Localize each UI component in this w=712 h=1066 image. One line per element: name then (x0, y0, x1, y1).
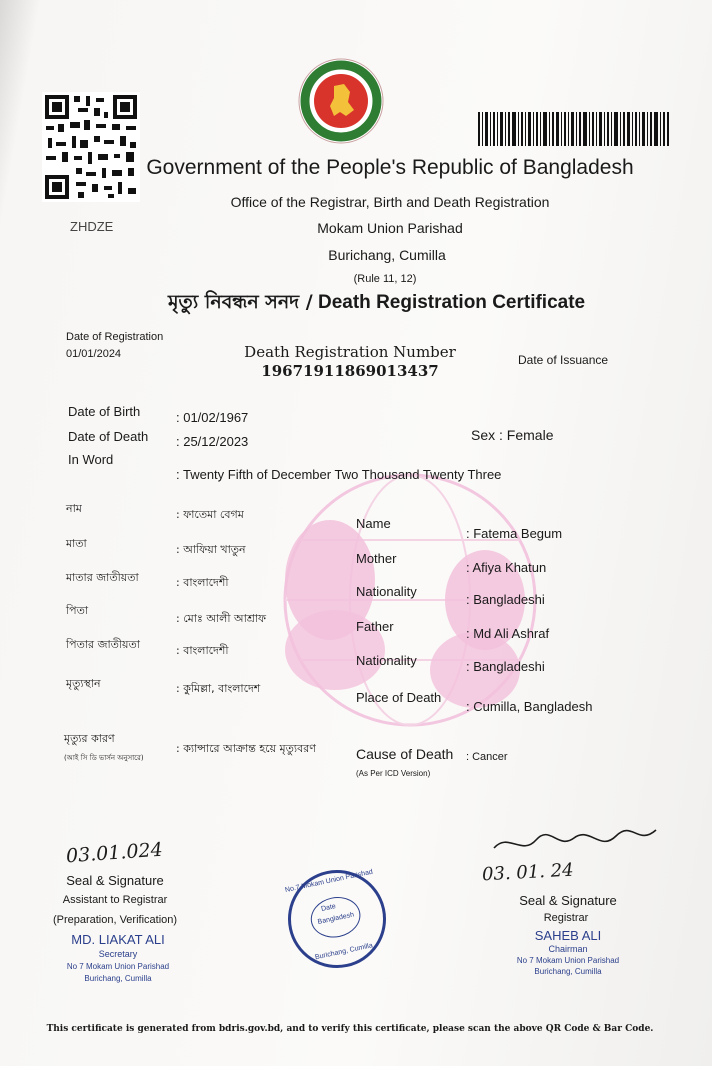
right-stamp-name: SAHEB ALI (534, 928, 602, 943)
right-seal-label: Seal & Signature (519, 893, 617, 908)
death-date-value: : 25/12/2023 (176, 434, 249, 449)
right-stamp-title: Chairman (548, 944, 588, 954)
father-nationality-label-en: Nationality (356, 653, 417, 668)
cause-label-en: Cause of Death (356, 746, 454, 762)
place-of-death-value-en: : Cumilla, Bangladesh (466, 699, 593, 714)
right-stamp-location: Burichang, Cumilla (534, 967, 602, 976)
mother-value-bn: : আফিয়া খাতুন (176, 543, 246, 556)
stamp-inner-bottom: Burichang, Cumilla (314, 942, 374, 962)
name-value-bn: : ফাতেমা বেগম (176, 508, 244, 521)
left-stamp-location: Burichang, Cumilla (84, 974, 152, 983)
office-title: Office of the Registrar, Birth and Death Registration (230, 194, 550, 210)
union-name: Mokam Union Parishad (317, 220, 463, 236)
left-role-detail: (Preparation, Verification) (52, 914, 178, 926)
name-label-bn: নাম (66, 502, 82, 515)
location: Burichang, Cumilla (328, 247, 446, 263)
father-label-en: Father (356, 619, 394, 634)
rule-reference: (Rule 11, 12) (353, 273, 417, 285)
mother-nationality-value-en: : Bangladeshi (466, 592, 545, 607)
place-of-death-label-en: Place of Death (356, 690, 442, 705)
mother-nationality-label-en: Nationality (356, 584, 417, 599)
left-handwritten-date: 03.01.024 (65, 838, 164, 868)
left-stamp-name: MD. LIAKAT ALI (71, 932, 165, 947)
mother-nationality-value-bn: : বাংলাদেশী (176, 576, 229, 589)
union-seal-stamp (279, 861, 395, 977)
place-of-death-label-bn: মৃত্যুস্থান (66, 677, 101, 690)
registration-number-value: 19671911869013437 (261, 362, 439, 380)
cause-value-bn: : ক্যান্সারে আক্রান্ত হয়ে মৃত্যুবরণ (176, 742, 316, 755)
registration-number-label: Death Registration Number (244, 343, 456, 361)
left-stamp-title: Secretary (98, 949, 138, 959)
father-value-en: : Md Ali Ashraf (466, 626, 550, 641)
name-label-en: Name (356, 516, 391, 531)
mother-label-bn: মাতা (66, 537, 87, 550)
government-emblem-icon (298, 58, 384, 144)
mother-value-en: : Afiya Khatun (466, 560, 547, 575)
government-title: Government of the People's Republic of Bangladesh (146, 156, 634, 179)
father-nationality-label-bn: পিতার জাতীয়তা (66, 638, 140, 651)
cause-label-bn: মৃত্যুর কারণ (64, 732, 115, 745)
mother-label-en: Mother (356, 551, 397, 566)
left-seal-label: Seal & Signature (66, 873, 164, 888)
in-word-value: : Twenty Fifth of December Two Thousand Twenty Three (176, 467, 502, 482)
footer-note: This certificate is generated from bdris.gov.bd, and to verify this certificate, please scan the above QR Code & Bar Code. (46, 1024, 654, 1034)
cause-value-en: : Cancer (466, 751, 508, 763)
father-label-bn: পিতা (66, 604, 89, 617)
father-value-bn: : মোঃ আলী আশ্রাফ (176, 612, 267, 625)
stamp-inner-top: Date (320, 903, 337, 913)
certificate-title-en: Death Registration Certificate (318, 292, 586, 313)
mother-nationality-label-bn: মাতার জাতীয়তা (66, 571, 139, 584)
registration-date-label: Date of Registration (66, 331, 164, 343)
death-date-label: Date of Death (68, 429, 149, 444)
left-role: Assistant to Registrar (62, 894, 168, 906)
sex-value: Sex : Female (471, 427, 554, 443)
right-signature-scribble (488, 826, 668, 866)
name-value-en: : Fatema Begum (466, 526, 563, 541)
cause-sub-en: (As Per ICD Version) (356, 769, 431, 778)
place-of-death-value-bn: : কুমিল্লা, বাংলাদেশ (176, 682, 261, 695)
right-role: Registrar (543, 912, 589, 924)
cause-sub-bn: (আই সি ডি ভার্সন অনুসারে) (64, 754, 144, 762)
birth-date-value: : 01/02/1967 (176, 410, 249, 425)
qr-code-icon (42, 92, 140, 202)
issuance-date-label: Date of Issuance (518, 353, 609, 367)
certificate-title-bn: মৃত্যু নিবন্ধন সনদ / (168, 291, 313, 313)
birth-date-label: Date of Birth (68, 404, 141, 419)
registration-date-value: 01/01/2024 (66, 348, 122, 360)
left-stamp-org: No 7 Mokam Union Parishad (66, 962, 170, 971)
right-stamp-org: No 7 Mokam Union Parishad (516, 956, 620, 965)
father-nationality-value-en: : Bangladeshi (466, 659, 545, 674)
right-handwritten-date: 03. 01. 24 (481, 859, 575, 886)
in-word-label: In Word (68, 452, 114, 467)
father-nationality-value-bn: : বাংলাদেশী (176, 644, 229, 657)
stamp-inner-middle: Bangladesh (317, 911, 355, 926)
certificate-title (168, 288, 585, 320)
barcode-icon (478, 112, 670, 146)
qr-code-label: ZHDZE (70, 219, 114, 234)
stamp-ring-text: No.7 Mokam Union Parishad (284, 868, 374, 895)
